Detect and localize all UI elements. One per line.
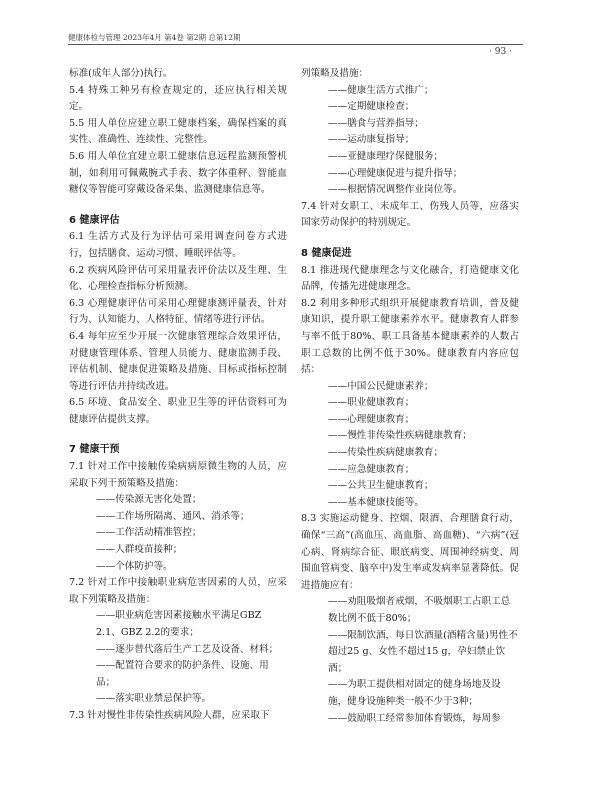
list-item: ——根据情况调整作业岗位等。 [328,184,463,196]
paragraph: 8.3 实施运动健身、控烟、限酒、合理膳食行动，确保“三高”(高血压、高血脂、高血糖)、“六病”(冠心病、肾病综合征、眼底病变、周围神经病变、周围血管病变、脑卒中)发生率或发病率显著降低。促进措施应有： [301,513,519,591]
paragraph: 7.4 针对女职工、未成年工、伤残人员等，应落实国家劳动保护的特别规定。 [301,200,519,229]
paragraph: 5.6 用人单位宜建立职工健康信息远程监测预警机制，如利用可佩戴腕式手表、数字体重秤、智能血糖仪等智能可穿戴设备采集、监测健康信息等。 [69,150,287,196]
paragraph: 8.2 利用多种形式组织开展健康教育培训，普及健康知识，提升职工健康素养水平。健康教育人群参与率不低于80%、职工具备基本健康素养的人数占职工总数的比例不低于30%。健康教育内容应包括： [301,297,519,376]
list-item: ——职业健康教育； [328,397,415,409]
paragraph: 5.4 特殊工种另有检查规定的，还应执行相关规定。 [69,84,287,113]
journal-header: 健康体检与管理 2023年4月 第4卷 第2期 总第12期 [68,33,241,42]
list-item: ——传染源无害化处置； [96,494,202,506]
paragraph: 6.4 每年应至少开展一次健康管理综合效果评估，对健康管理体系、管理人员能力、健康监测手段、评估机制、健康促进策略及措施、目标或指标控制等进行评估并持续改进。 [69,330,287,392]
paragraph: 6.2 疾病风险评估可采用量表评价法以及生理、生化、心理检查指标分析预测。 [69,264,287,293]
list-item: ——慢性非传染性疾病健康教育； [328,430,472,442]
list-item: ——心理健康促进与提升指导； [328,167,463,179]
list-item: ——膳食与营养指导； [328,117,424,129]
paragraph: 6.1 生活方式及行为评估可采用调查问卷方式进行，包括膳食、运动习惯、睡眠评估等。 [69,231,287,259]
paragraph: 5.5 用人单位应建立职工健康档案，确保档案的真实性、准确性、连续性、完整性。 [69,117,287,146]
section-heading: 6 健康评估 [69,214,120,226]
list-item: ——工作场所隔离、通风、消杀等； [96,510,250,522]
list-item: ——运动康复指导； [328,134,415,146]
section-spacer [301,232,519,246]
list-item: ——个体防护等。 [96,560,173,572]
section-heading: 8 健康促进 [301,247,352,259]
list-item: ——工作活动精准管控； [96,527,202,539]
list-item: ——职业病危害因素接触水平满足GBZ 2.1、GBZ 2.2的要求； [96,610,262,638]
section-spacer [69,199,287,213]
list-item: ——定期健康检查； [328,101,415,113]
right-column [301,66,519,727]
header-divider [68,44,523,45]
paragraph: 7.3 针对慢性非传染性疾病风险人群，应采取下 [69,709,270,721]
list-item: ——配置符合要求的防护条件、设施、用品； [96,660,269,688]
paragraph: 标准(成年人部分)执行。 [69,68,173,79]
section-spacer [69,428,287,442]
list-item: ——基本健康技能等。 [328,496,424,508]
list-item: ——落实职业禁忌保护等。 [96,693,212,705]
list-item: ——亚健康理疗保健服务； [328,150,444,162]
left-column [69,66,287,725]
list-item: ——为职工提供相对固定的健身场地及设施，健身设施种类一般不少于3种； [328,679,501,707]
paragraph: 6.5 环境、食品安全、职业卫生等的评估资料可为健康评估提供支撑。 [69,397,287,425]
paragraph: 7.1 针对工作中接触传染病病原微生物的人员，应采取下列干预策略及措施： [69,461,287,489]
list-item: ——劝阻吸烟者戒烟，不吸烟职工占职工总数比例不低于80%； [328,596,511,624]
list-item: ——中国公民健康素养； [328,380,434,392]
list-item: ——逐步替代落后生产工艺及设备、材料； [96,643,279,655]
list-item: ——人群疫苗接种； [96,544,183,556]
list-item: ——健康生活方式推广； [328,84,434,96]
list-item: ——心理健康教育； [328,413,415,425]
list-item: ——鼓励职工经常参加体育锻炼，每周参 [328,712,501,724]
page-number: · 93 · [489,47,512,57]
paragraph: 8.1 推进现代健康理念与文化融合，打造健康文化品牌，传播先进健康理念。 [301,264,519,293]
paragraph: 7.2 针对工作中接触职业病危害因素的人员，应采取下列策略及措施： [69,577,287,605]
list-item: ——应急健康教育； [328,463,415,475]
paragraph: 列策略及措施： [301,68,369,79]
list-item: ——限制饮酒，每日饮酒量(酒精含量)男性不超过25 g、女性不超过15 g，孕妇禁止饮酒； [328,629,518,674]
list-item: ——公共卫生健康教育； [328,480,434,492]
section-heading: 7 健康干预 [69,444,120,456]
paragraph: 6.3 心理健康评估可采用心理健康测评量表，针对行为、认知能力、人格特征、情绪等进行评估。 [69,297,287,326]
list-item: ——传染性疾病健康教育； [328,447,444,459]
